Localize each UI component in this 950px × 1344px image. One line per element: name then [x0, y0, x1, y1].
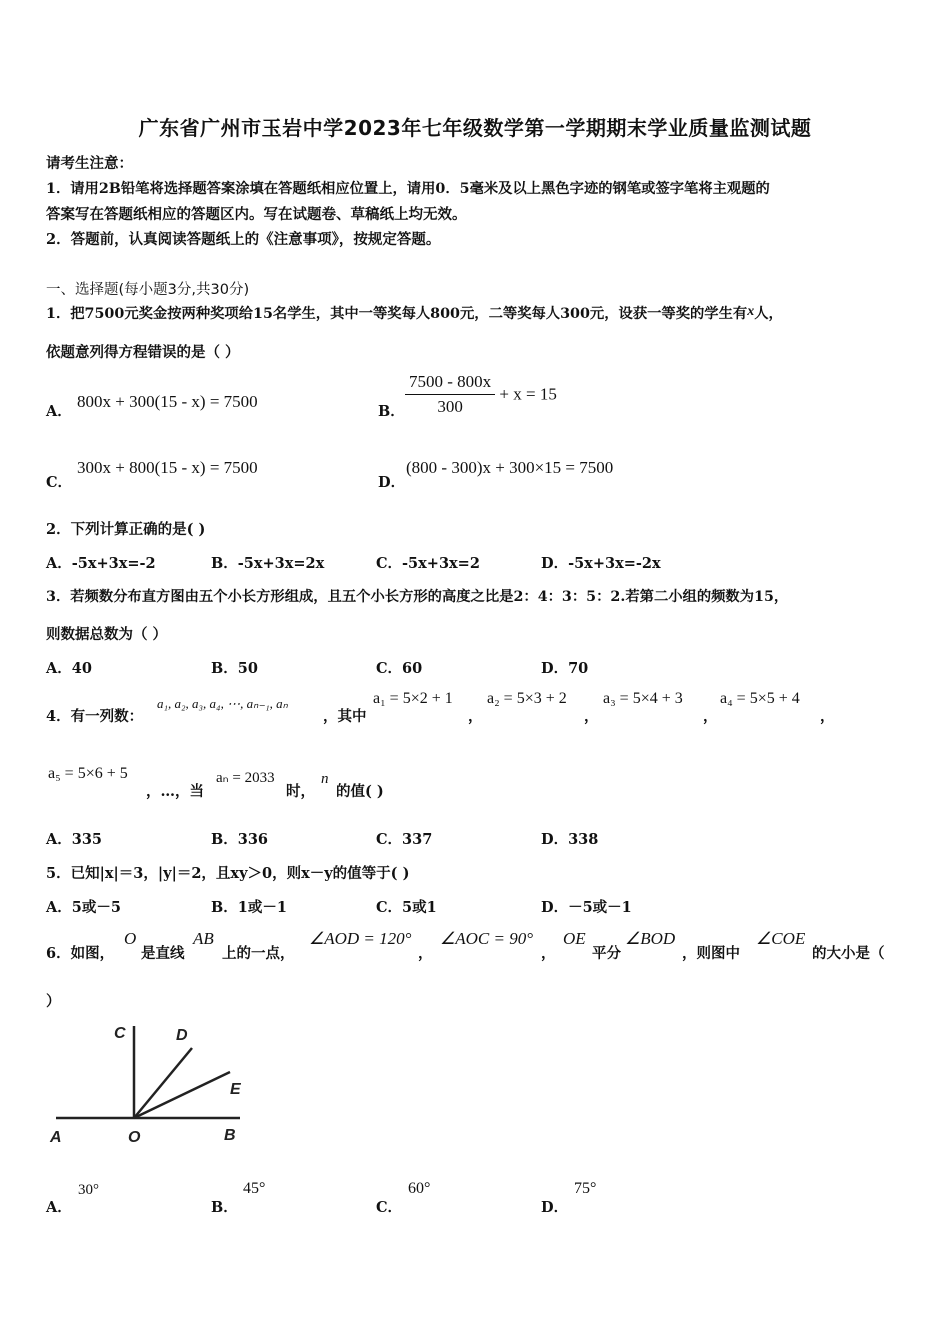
q6-t2: 上的一点， [222, 945, 295, 962]
page-title: 广东省广州市玉岩中学2023年七年级数学第一学期期末学业质量监测试题 [138, 116, 812, 140]
q1-option-a: 800x + 300(15 - x) = 7500 [77, 392, 258, 411]
fig-label-o: O [128, 1129, 141, 1146]
notice-line-1a: 1．请用2B铅笔将选择题答案涂填在答题纸相应位置上，请用0．5毫米及以上黑色字迹的钢笔或签字笔将主观题的 [46, 181, 770, 197]
q4-expr-1: a₁ = 5×2 + 1 [373, 690, 453, 707]
q6-angle-aoc: ∠AOC = 90° [440, 929, 534, 948]
q4-mid: ，其中 [323, 708, 367, 725]
q1-text-a: 1．把7500元奖金按两种奖项给15名学生，其中一等奖每人800元，二等奖每人300元，设获一等奖的学生有x人， [46, 304, 783, 322]
q4-option-d: D．338 [541, 831, 599, 848]
q3-option-b: B．50 [211, 660, 258, 677]
q6-option-c-label: C． [376, 1199, 403, 1216]
fig-label-a: A [50, 1129, 62, 1146]
q5-option-b: B．1或－1 [211, 899, 287, 916]
q5-option-a: A．5或－5 [46, 899, 121, 916]
q4-expr-n: aₙ = 2033 [216, 770, 275, 786]
q6-option-d-label: D． [541, 1199, 569, 1216]
fig-label-b: B [224, 1127, 236, 1144]
q6-t3: 平分 [592, 945, 621, 962]
q3-text-a: 3．若频数分布直方图由五个小长方形组成，且五个小长方形的高度之比是2：4：3：5：2.若第二小组的频数为15， [46, 589, 789, 605]
q6-option-a-label: A． [46, 1199, 72, 1216]
q6-O: O [124, 929, 137, 948]
fig-label-c: C [114, 1025, 126, 1042]
q4-expr-2: a₂ = 5×3 + 2 [487, 690, 567, 707]
q6-figure [44, 1020, 254, 1148]
q4-expr-4: a₄ = 5×5 + 4 [720, 690, 800, 707]
q1-option-c: 300x + 800(15 - x) = 7500 [77, 458, 258, 477]
q4-comma-2: ， [584, 708, 599, 725]
q4-expr-5: a₅ = 5×6 + 5 [48, 765, 128, 782]
q2-option-d: D．-5x+3x=-2x [541, 555, 661, 572]
q4-comma-1: ， [468, 708, 483, 725]
q6-t4: ，则图中 [682, 945, 740, 962]
notice-line-2: 2．答题前，认真阅读答题纸上的《注意事项》，按规定答题。 [46, 231, 441, 248]
ray-od [134, 1048, 192, 1118]
q5-text: 5．已知|x|＝3，|y|＝2，且xy＞0，则x－y的值等于( ) [46, 865, 410, 882]
q2-option-c: C．-5x+3x=2 [376, 555, 480, 572]
q3-option-c: C．60 [376, 660, 423, 677]
q1-option-d-label: D． [378, 474, 406, 491]
q6-angle-aod: ∠AOD = 120° [309, 929, 412, 948]
notice-line-1b: 答案写在答题纸相应的答题区内。写在试题卷、草稿纸上均无效。 [46, 206, 467, 223]
q6-option-a-value: 30° [78, 1182, 99, 1198]
q3-text-b: 则数据总数为（ ） [46, 626, 168, 643]
q1-option-b-label: B． [378, 403, 405, 420]
q4-comma-4: ， [820, 708, 835, 725]
q3-option-a: A．40 [46, 660, 92, 677]
q5-option-c: C．5或1 [376, 899, 437, 916]
q4-option-a: A．335 [46, 831, 103, 848]
q6-comma-2: ， [541, 945, 556, 962]
q6-AB: AB [193, 929, 214, 948]
q4-dots: ，…，当 [146, 783, 204, 800]
fig-label-d: D [176, 1027, 188, 1044]
q1-b-numerator: 7500 - 800x [405, 372, 495, 395]
q1-text-c: 依题意列得方程错误的是（ ） [46, 344, 240, 361]
q1-b-denominator: 300 [437, 397, 463, 416]
q1-option-b [405, 372, 557, 417]
q6-option-c-value: 60° [408, 1180, 431, 1197]
q5-option-d: D．－5或－1 [541, 899, 632, 916]
q6-angle-bod: ∠BOD [625, 929, 676, 948]
q6-close: ） [46, 993, 61, 1010]
q6-lead: 6．如图， [46, 945, 115, 962]
q4-option-b: B．336 [211, 831, 269, 848]
fig-label-e: E [230, 1081, 241, 1098]
q4-expr-3: a₃ = 5×4 + 3 [603, 690, 683, 707]
q4-when: 时， [286, 783, 315, 800]
q4-comma-3: ， [703, 708, 718, 725]
q1-option-d: (800 - 300)x + 300×15 = 7500 [406, 458, 614, 477]
q4-n: n [321, 771, 329, 787]
q4-lead: 4．有一列数： [46, 708, 144, 725]
q3-option-d: D．70 [541, 660, 589, 677]
q6-option-b-label: B． [211, 1199, 238, 1216]
q1-option-a-label: A． [46, 403, 72, 420]
q6-angle-coe: ∠COE [756, 929, 806, 948]
q2-option-b: B．-5x+3x=2x [211, 555, 325, 572]
q4-option-c: C．337 [376, 831, 433, 848]
q6-option-d-value: 75° [574, 1180, 597, 1197]
q6-comma-1: ， [418, 945, 433, 962]
q1-b-tail: + x = 15 [499, 384, 557, 404]
q6-t1: 是直线 [141, 945, 185, 962]
section-heading: 一、选择题(每小题3分,共30分) [46, 282, 250, 298]
ray-oe [134, 1072, 230, 1118]
q4-sequence: a₁, a₂, a₃, a₄, ⋯, aₙ₋₁, aₙ [157, 696, 288, 711]
q4-tail: 的值( ) [336, 783, 384, 800]
q6-t5: 的大小是（ [812, 945, 885, 962]
q6-option-b-value: 45° [243, 1180, 266, 1197]
q2-text: 2．下列计算正确的是( ) [46, 521, 206, 538]
q6-OE: OE [563, 929, 586, 948]
q1-option-c-label: C． [46, 474, 73, 491]
q2-option-a: A．-5x+3x=-2 [46, 555, 156, 572]
notice-heading: 请考生注意： [46, 155, 133, 172]
